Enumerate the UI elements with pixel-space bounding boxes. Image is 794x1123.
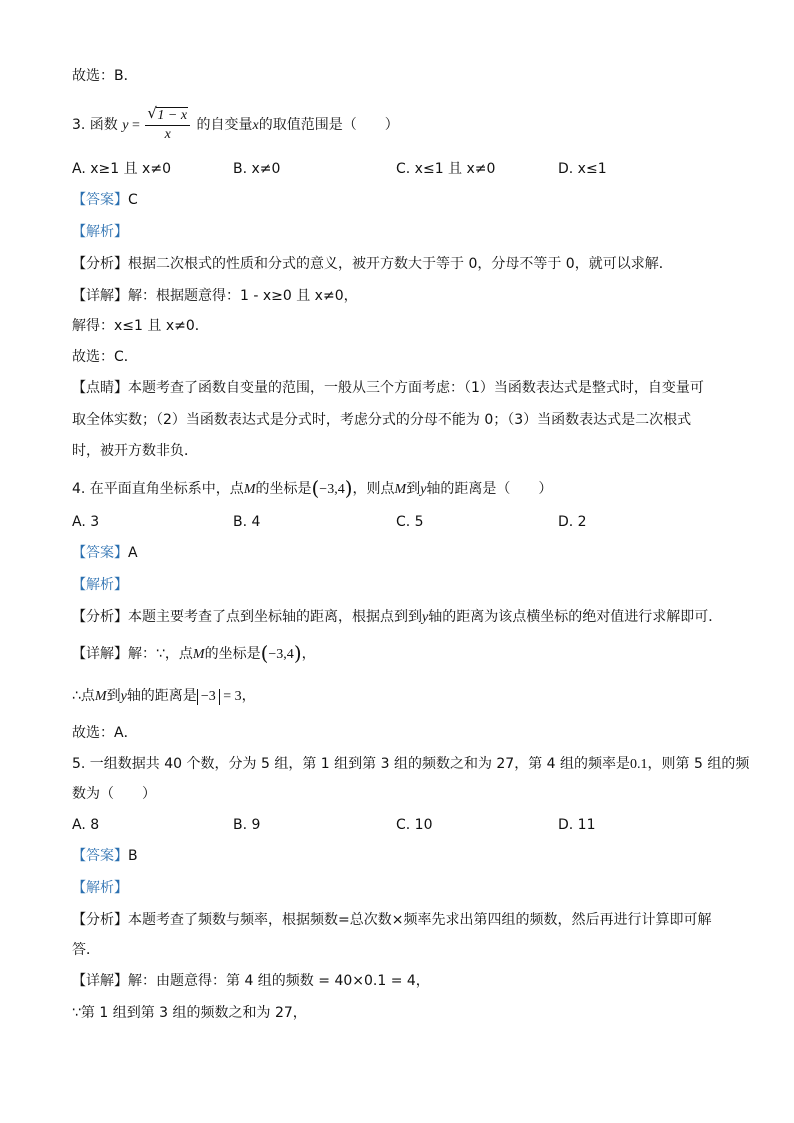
sqrt-symbol: √ 1 − x — [147, 104, 188, 123]
q4-xiangjie-a: 解：∵，点 — [128, 646, 193, 662]
q4-fenxi-b: 轴的距离为该点横坐标的绝对值进行求解即可． — [428, 609, 723, 625]
q3-solve: 解得：x≤1 且 x≠0． — [72, 318, 209, 334]
q5-stem-line-2: 数为（ ） — [72, 786, 156, 802]
fenxi-tag: 【分析】 — [72, 609, 128, 625]
q3-conclusion: 故选：C． — [72, 349, 138, 365]
q2-conclusion: 故选：B． — [72, 68, 138, 84]
q4-stem-a: 4. 在平面直角坐标系中，点 — [72, 481, 244, 497]
q5-fenxi — [72, 910, 711, 930]
q5-xiangjie-text: 解：由题意得：第 4 组的频数 = 40×0.1 = 4， — [128, 973, 430, 989]
fenxi-tag: 【分析】 — [72, 912, 128, 928]
q4-fenxi-a: 本题主要考查了点到坐标轴的距离，根据点到到 — [128, 609, 422, 625]
q3-var-y: y — [122, 118, 129, 133]
answer-tag: 【答案】 — [72, 848, 128, 864]
q4-therefore-b: 到 — [106, 688, 121, 704]
q4-coordinate: −3,4 — [319, 482, 345, 497]
q3-fraction-numerator: 1 − x — [157, 108, 188, 123]
q3-dianjing-text-1: 本题考查了函数自变量的范围，一般从三个方面考虑：（1）当函数表达式是整式时，自变量可 — [128, 380, 704, 396]
xiangjie-tag: 【详解】 — [72, 646, 128, 662]
q4-var-m: M — [243, 482, 256, 497]
q4-stem-b: 的坐标是 — [255, 481, 312, 497]
q3-analysis-title: 【解析】 — [72, 224, 128, 240]
q4-stem-c: ，则点 — [352, 481, 395, 497]
q4-stem: 4. 在平面直角坐标系中，点M的坐标是(−3,4)，则点M到y轴的距离是（ ） — [72, 476, 553, 500]
q5-option-c: C. 10 — [396, 817, 433, 833]
q4-option-b: B. 4 — [233, 514, 261, 530]
q4-xiangjie-b: 的坐标是 — [204, 646, 261, 662]
q5-fenxi-line-2: 答． — [72, 942, 100, 958]
q5-since: ∵第 1 组到第 3 组的频数之和为 27， — [72, 1005, 307, 1021]
q3-option-a: A. x≥1 且 x≠0 — [72, 161, 171, 177]
q3-dianjing — [72, 378, 704, 398]
q4-conclusion: 故选：A． — [72, 725, 138, 741]
q4-xiangjie-c: ， — [301, 646, 316, 662]
q4-xiangjie-coordinate: −3,4 — [268, 647, 294, 662]
q4-answer — [72, 543, 138, 563]
q4-abs-result: = 3， — [219, 689, 256, 704]
q5-option-d: D. 11 — [558, 817, 596, 833]
q5-stem-b: ，则第 5 组的频 — [647, 756, 750, 772]
q3-option-c: C. x≤1 且 x≠0 — [396, 161, 496, 177]
q5-fenxi-text-1: 本题考查了频数与频率，根据频数=总次数×频率先求出第四组的频数，然后再进行计算即可解 — [128, 912, 712, 928]
q4-therefore — [72, 686, 256, 707]
q5-option-a: A. 8 — [72, 817, 100, 833]
q4-stem-d: 到 — [406, 481, 421, 497]
q4-option-d: D. 2 — [558, 514, 587, 530]
q4-var-y: y — [420, 482, 427, 497]
q5-answer — [72, 846, 138, 866]
q3-fraction-denominator: x — [164, 127, 171, 142]
q4-option-c: C. 5 — [396, 514, 424, 530]
q3-stem-text: 的自变量 — [196, 117, 253, 133]
q4-option-a: A. 3 — [72, 514, 100, 530]
q4-var-m-2: M — [394, 482, 407, 497]
q4-therefore-var-m: M — [94, 689, 107, 704]
q3-fraction — [145, 106, 190, 144]
q5-stem-a: 5. 一组数据共 40 个数，分为 5 组，第 1 组到第 3 组的频数之和为 27，第 4 组的频率是 — [72, 756, 631, 772]
q4-xiangjie-var-m: M — [192, 647, 205, 662]
q4-xiangjie: 【详解】解：∵，点M的坐标是(−3,4)， — [72, 641, 316, 665]
q4-therefore-a: ∴点 — [72, 688, 95, 704]
q3-dianjing-line-2: 取全体实数；（2）当函数表达式是分式时，考虑分式的分母不能为 0；（3）当函数表达式是二次根式 — [72, 412, 692, 428]
q3-equals: = — [128, 118, 144, 133]
q4-fenxi — [72, 607, 722, 628]
q3-answer — [72, 190, 138, 210]
q5-frequency: 0.1 — [630, 757, 648, 772]
q3-dianjing-line-3: 时，被开方数非负． — [72, 443, 198, 459]
q4-therefore-var-y: y — [120, 689, 127, 704]
xiangjie-tag: 【详解】 — [72, 973, 128, 989]
q4-analysis-title: 【解析】 — [72, 577, 128, 593]
fenxi-tag: 【分析】 — [72, 256, 128, 272]
q5-stem — [72, 754, 749, 775]
q4-fenxi-var-y: y — [422, 610, 429, 625]
xiangjie-tag: 【详解】 — [72, 288, 128, 304]
q5-answer-value: B — [128, 848, 138, 864]
q4-therefore-c: 轴的距离是 — [126, 688, 197, 704]
q3-option-b: B. x≠0 — [233, 161, 281, 177]
q3-stem — [72, 106, 399, 144]
answer-tag: 【答案】 — [72, 192, 128, 208]
q3-fenxi-text: 根据二次根式的性质和分式的意义，被开方数大于等于 0，分母不等于 0，就可以求解． — [128, 256, 673, 272]
q4-answer-value: A — [128, 545, 138, 561]
answer-tag: 【答案】 — [72, 545, 128, 561]
q5-option-b: B. 9 — [233, 817, 261, 833]
q3-option-d: D. x≤1 — [558, 161, 607, 177]
q3-var-x: x — [252, 118, 259, 133]
q4-stem-e: 轴的距离是（ ） — [426, 481, 553, 497]
q5-analysis-title: 【解析】 — [72, 880, 128, 896]
q3-number: 3. 函数 — [72, 117, 118, 133]
q3-xiangjie — [72, 286, 358, 306]
q5-xiangjie — [72, 971, 430, 991]
q3-answer-value: C — [128, 192, 138, 208]
dianjing-tag: 【点睛】 — [72, 380, 128, 396]
q3-xiangjie-text: 解：根据题意得：1 - x≥0 且 x≠0， — [128, 288, 358, 304]
q3-stem-text-2: 的取值范围是（ ） — [258, 117, 399, 133]
q3-fenxi — [72, 254, 673, 274]
q4-absolute-value: −3 — [197, 689, 220, 705]
